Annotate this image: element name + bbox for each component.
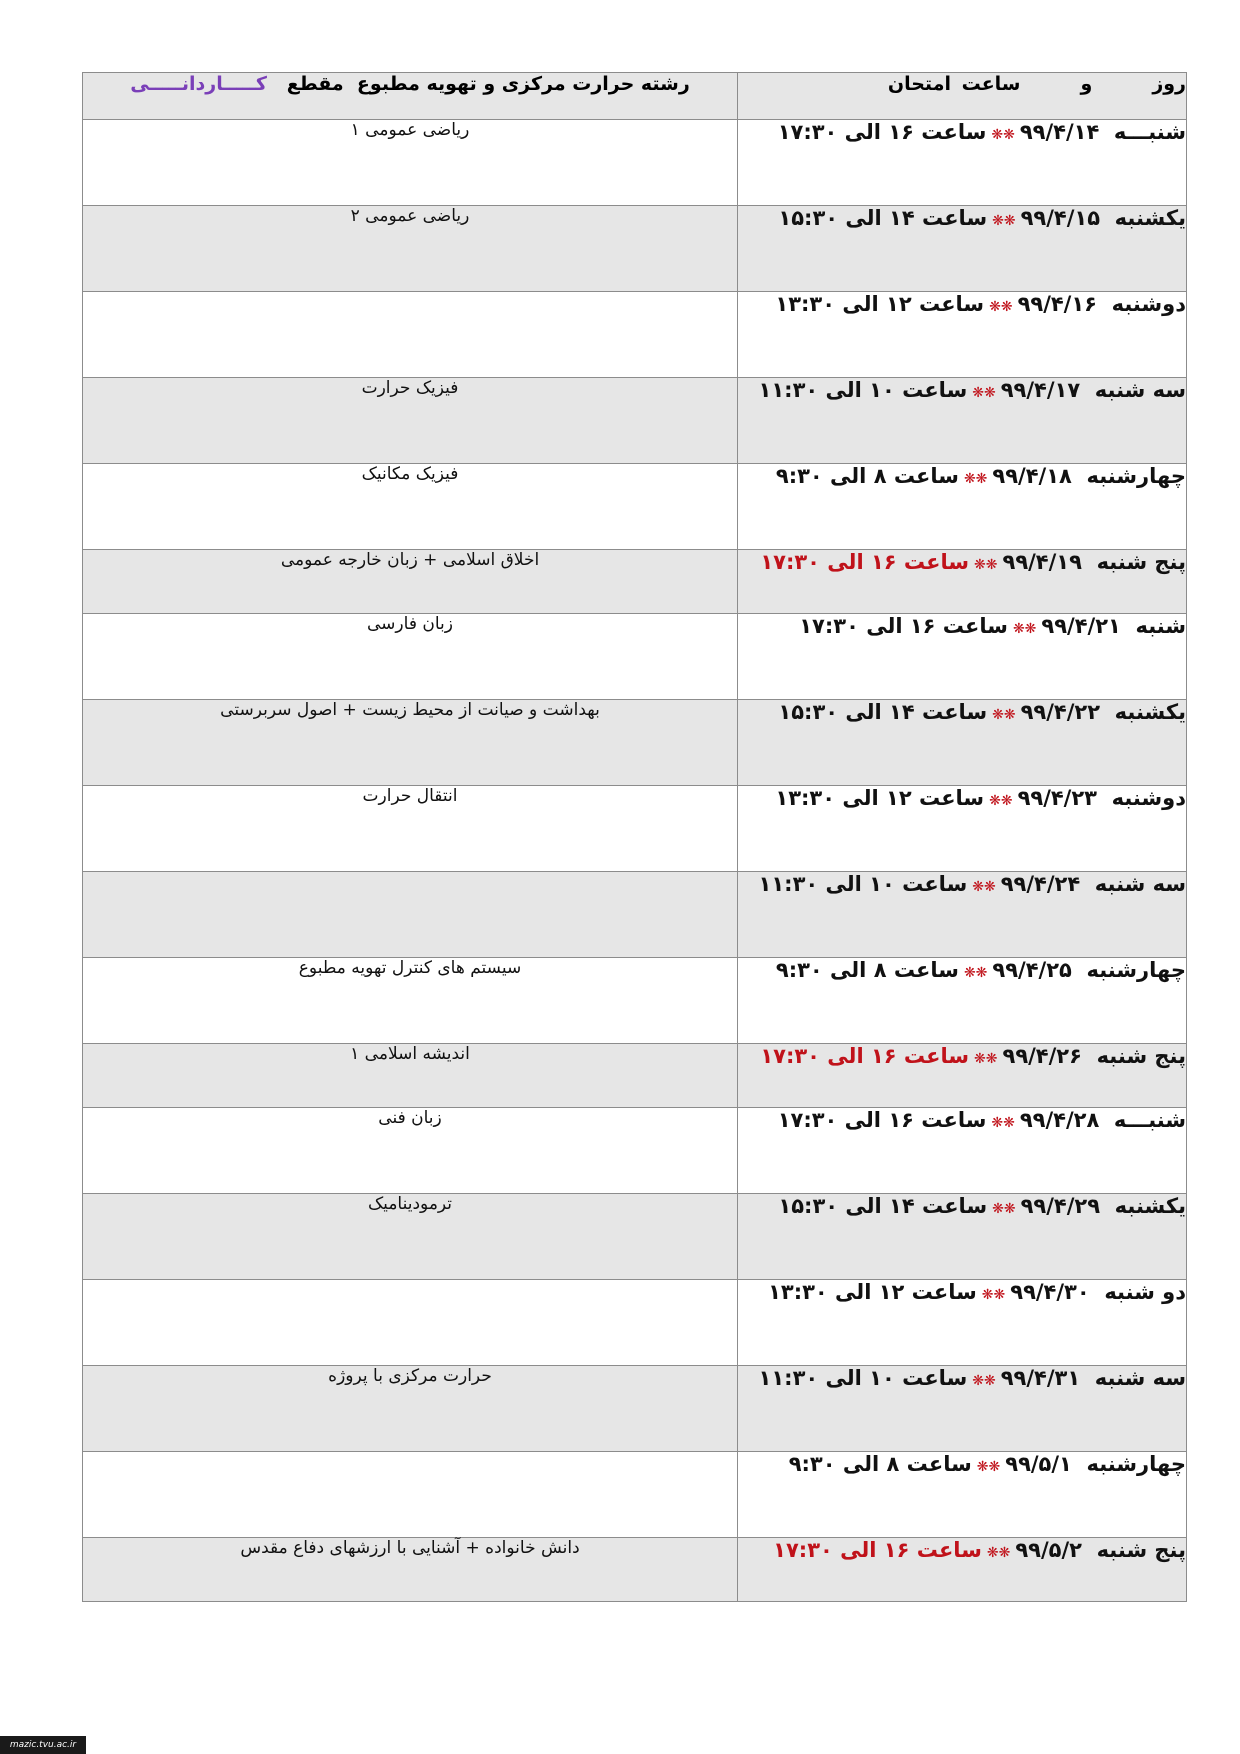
day-name: شنبـــه: [1113, 120, 1186, 144]
table-row: [83, 378, 1187, 464]
header-day: روز: [1152, 73, 1186, 95]
day-name: چهارشنبه: [1086, 958, 1186, 982]
asterisk-icon: ❋❋: [991, 1115, 1015, 1131]
exam-time: ساعت ۱۰ الی ۱۱:۳۰: [758, 1366, 968, 1390]
day-name: پنج شنبه: [1096, 1044, 1186, 1068]
course-cell: حرارت مرکزی با پروژه: [83, 1366, 738, 1452]
exam-date: ۹۹/۴/۱۸: [992, 464, 1072, 488]
day-name: دوشنبه: [1111, 786, 1186, 810]
site-watermark: mazic.tvu.ac.ir: [0, 1736, 86, 1754]
asterisk-icon: ❋❋: [986, 1545, 1011, 1561]
asterisk-icon: ❋❋: [981, 1287, 1006, 1303]
date-cell: [738, 614, 1187, 700]
exam-date: ۹۹/۴/۲۸: [1019, 1108, 1100, 1132]
date-cell: [738, 120, 1187, 206]
asterisk-icon: ❋❋: [974, 557, 998, 573]
course-cell: سیستم های کنترل تهویه مطبوع: [83, 958, 738, 1044]
course-cell: [83, 872, 738, 958]
header-field: رشته حرارت مرکزی و تهویه مطبوع: [356, 73, 690, 95]
table-row: [83, 292, 1187, 378]
course-cell: اندیشه اسلامی ۱: [83, 1044, 738, 1108]
asterisk-icon: ❋❋: [989, 299, 1013, 315]
exam-date: ۹۹/۴/۲۴: [1000, 872, 1081, 896]
exam-schedule-table: [82, 72, 1187, 1602]
day-name: سه شنبه: [1094, 872, 1186, 896]
table-row: [83, 464, 1187, 550]
table-row: [83, 1044, 1187, 1108]
course-cell: زبان فارسی: [83, 614, 738, 700]
table-row: [83, 120, 1187, 206]
exam-date: ۹۹/۴/۱۵: [1020, 206, 1101, 230]
header-and: و: [1080, 73, 1093, 95]
table-row: [83, 1452, 1187, 1538]
asterisk-icon: ❋❋: [972, 879, 996, 895]
table-row: [83, 1108, 1187, 1194]
date-cell: [738, 292, 1187, 378]
date-cell: [738, 464, 1187, 550]
table-row: [83, 550, 1187, 614]
exam-time: ساعت ۱۲ الی ۱۳:۳۰: [775, 786, 985, 810]
course-cell: [83, 292, 738, 378]
table-row: [83, 1366, 1187, 1452]
course-cell: ریاضی عمومی ۲: [83, 206, 738, 292]
day-name: چهارشنبه: [1086, 1452, 1186, 1476]
table-row: [83, 958, 1187, 1044]
table-row: [83, 1280, 1187, 1366]
asterisk-icon: ❋❋: [963, 471, 988, 487]
course-cell: بهداشت و صیانت از محیط زیست + اصول سربرستی: [83, 700, 738, 786]
asterisk-icon: ❋❋: [976, 1459, 1001, 1475]
exam-date: ۹۹/۴/۳۱: [1000, 1366, 1081, 1390]
date-cell: [738, 1280, 1187, 1366]
date-cell: [738, 378, 1187, 464]
course-cell: دانش خانواده + آشنایی با ارزشهای دفاع مقدس: [83, 1538, 738, 1602]
exam-time: ساعت ۱۶ الی ۱۷:۳۰: [760, 1044, 970, 1068]
date-cell: [738, 206, 1187, 292]
day-name: شنبـــه: [1113, 1108, 1186, 1132]
exam-date: ۹۹/۴/۱۴: [1019, 120, 1100, 144]
exam-time: ساعت ۱۲ الی ۱۳:۳۰: [768, 1280, 977, 1304]
table-header: [83, 73, 1187, 120]
asterisk-icon: ❋❋: [972, 1373, 996, 1389]
date-cell: [738, 872, 1187, 958]
exam-time: ساعت ۱۰ الی ۱۱:۳۰: [758, 872, 968, 896]
day-name: پنج شنبه: [1096, 1538, 1186, 1562]
course-cell: ترمودینامیک: [83, 1194, 738, 1280]
course-cell: [83, 1280, 738, 1366]
exam-date: ۹۹/۴/۲۶: [1002, 1044, 1082, 1068]
day-name: دوشنبه: [1111, 292, 1186, 316]
date-cell: [738, 1366, 1187, 1452]
exam-date: ۹۹/۴/۱۹: [1002, 550, 1082, 574]
exam-date: ۹۹/۴/۲۲: [1020, 700, 1101, 724]
asterisk-icon: ❋❋: [989, 793, 1013, 809]
exam-date: ۹۹/۵/۱: [1005, 1452, 1072, 1476]
exam-date: ۹۹/۵/۲: [1015, 1538, 1082, 1562]
header-level-value: کـــــاردانـــــی: [130, 73, 267, 95]
asterisk-icon: ❋❋: [1012, 621, 1037, 637]
exam-time: ساعت ۱۲ الی ۱۳:۳۰: [775, 292, 985, 316]
day-name: یکشنبه: [1114, 1194, 1186, 1218]
header-exam-time: ساعت امتحان: [887, 73, 1021, 95]
table-row: [83, 872, 1187, 958]
asterisk-icon: ❋❋: [992, 213, 1016, 229]
asterisk-icon: ❋❋: [992, 1201, 1016, 1217]
asterisk-icon: ❋❋: [963, 965, 988, 981]
date-cell: [738, 786, 1187, 872]
table-row: [83, 614, 1187, 700]
exam-date: ۹۹/۴/۱۷: [1000, 378, 1081, 402]
course-cell: فیزیک حرارت: [83, 378, 738, 464]
exam-date: ۹۹/۴/۲۹: [1020, 1194, 1101, 1218]
day-name: شنبه: [1135, 614, 1186, 638]
course-cell: [83, 1452, 738, 1538]
exam-time: ساعت ۱۶ الی ۱۷:۳۰: [773, 1538, 982, 1562]
date-cell: [738, 550, 1187, 614]
date-cell: [738, 1452, 1187, 1538]
exam-time: ساعت ۱۶ الی ۱۷:۳۰: [760, 550, 970, 574]
date-cell: [738, 700, 1187, 786]
day-name: سه شنبه: [1094, 378, 1186, 402]
header-level-label: مقطع: [286, 73, 344, 95]
day-name: چهارشنبه: [1086, 464, 1186, 488]
asterisk-icon: ❋❋: [991, 127, 1015, 143]
asterisk-icon: ❋❋: [974, 1051, 998, 1067]
exam-time: ساعت ۱۴ الی ۱۵:۳۰: [778, 700, 988, 724]
course-cell: فیزیک مکانیک: [83, 464, 738, 550]
table-row: [83, 206, 1187, 292]
exam-time: ساعت ۱۴ الی ۱۵:۳۰: [778, 206, 988, 230]
exam-time: ساعت ۸ الی ۹:۳۰: [775, 958, 959, 982]
day-name: دو شنبه: [1104, 1280, 1186, 1304]
exam-time: ساعت ۱۶ الی ۱۷:۳۰: [777, 1108, 987, 1132]
exam-time: ساعت ۱۴ الی ۱۵:۳۰: [778, 1194, 988, 1218]
exam-date: ۹۹/۴/۲۱: [1041, 614, 1121, 638]
date-cell: [738, 958, 1187, 1044]
course-cell: انتقال حرارت: [83, 786, 738, 872]
header-date-cell: [738, 73, 1187, 120]
exam-date: ۹۹/۴/۲۵: [992, 958, 1072, 982]
asterisk-icon: ❋❋: [972, 385, 996, 401]
exam-time: ساعت ۸ الی ۹:۳۰: [788, 1452, 972, 1476]
course-cell: زبان فنی: [83, 1108, 738, 1194]
exam-time: ساعت ۸ الی ۹:۳۰: [775, 464, 959, 488]
day-name: سه شنبه: [1094, 1366, 1186, 1390]
day-name: یکشنبه: [1114, 700, 1186, 724]
day-name: یکشنبه: [1114, 206, 1186, 230]
date-cell: [738, 1194, 1187, 1280]
day-name: پنج شنبه: [1096, 550, 1186, 574]
exam-date: ۹۹/۴/۲۳: [1017, 786, 1097, 810]
exam-time: ساعت ۱۶ الی ۱۷:۳۰: [777, 120, 987, 144]
date-cell: [738, 1108, 1187, 1194]
course-cell: اخلاق اسلامی + زبان خارجه عمومی: [83, 550, 738, 614]
header-course-cell: [83, 73, 738, 120]
date-cell: [738, 1044, 1187, 1108]
exam-date: ۹۹/۴/۳۰: [1010, 1280, 1090, 1304]
table-row: [83, 1538, 1187, 1602]
course-cell: ریاضی عمومی ۱: [83, 120, 738, 206]
exam-time: ساعت ۱۶ الی ۱۷:۳۰: [799, 614, 1008, 638]
exam-date: ۹۹/۴/۱۶: [1017, 292, 1097, 316]
date-cell: [738, 1538, 1187, 1602]
table-row: [83, 700, 1187, 786]
exam-time: ساعت ۱۰ الی ۱۱:۳۰: [758, 378, 968, 402]
table-row: [83, 786, 1187, 872]
asterisk-icon: ❋❋: [992, 707, 1016, 723]
table-row: [83, 1194, 1187, 1280]
